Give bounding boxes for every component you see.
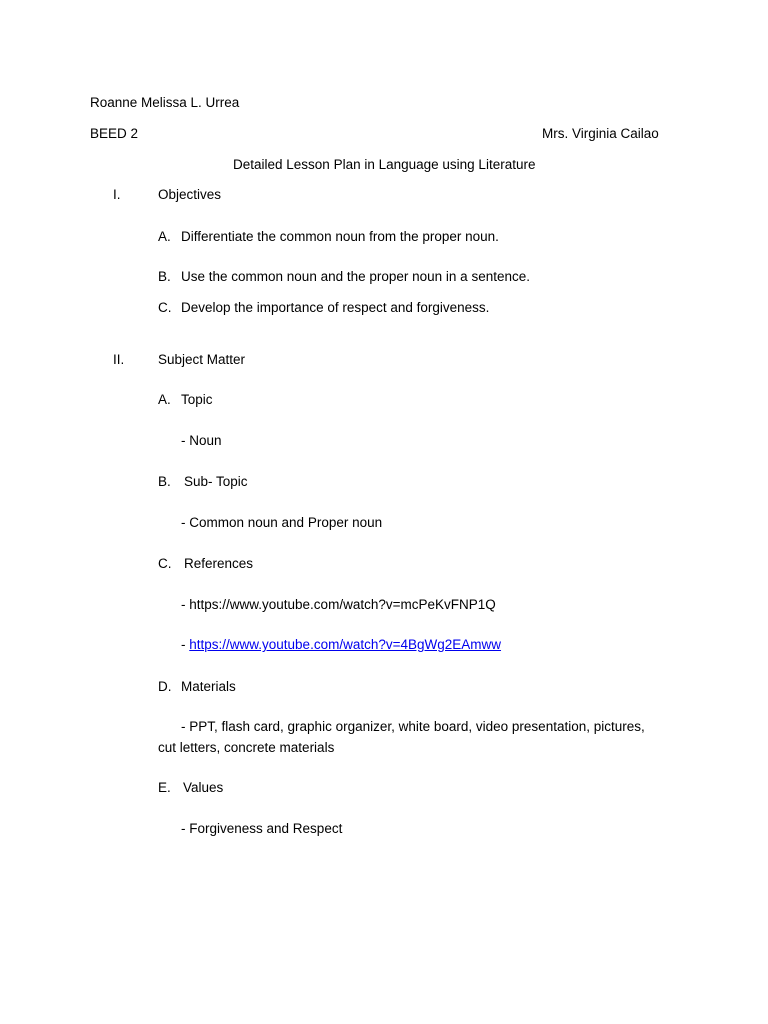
sub-topic-detail: - Common noun and Proper noun <box>181 515 383 530</box>
sub-topic-label: Sub- Topic <box>184 474 248 489</box>
section-numeral-subject-matter: II. <box>113 352 125 367</box>
topic-letter: A. <box>158 392 171 407</box>
reference-item: - https://www.youtube.com/watch?v=mcPeKvFNP1Q <box>181 597 496 612</box>
teacher-name: Mrs. Virginia Cailao <box>542 126 659 141</box>
section-heading-subject-matter: Subject Matter <box>158 352 246 367</box>
materials-label: Materials <box>181 679 236 694</box>
reference-item-linked <box>181 638 501 652</box>
values-letter: E. <box>158 780 171 795</box>
topic-label: Topic <box>181 392 213 407</box>
values-detail: - Forgiveness and Respect <box>181 821 343 836</box>
references-label: References <box>184 556 254 571</box>
topic-detail: - Noun <box>181 433 222 448</box>
author-name: Roanne Melissa L. Urrea <box>90 95 240 110</box>
sub-topic-letter: B. <box>158 474 171 489</box>
section-numeral-objectives: I. <box>113 187 121 202</box>
objective-item: Develop the importance of respect and forgiveness. <box>181 300 490 315</box>
materials-detail: - PPT, flash card, graphic organizer, white board, video presentation, pictures, cut letters, concrete materials <box>158 719 645 755</box>
reference-link[interactable]: https://www.youtube.com/watch?v=4BgWg2EAmww <box>189 637 502 652</box>
objective-letter: C. <box>158 300 172 315</box>
course-label: BEED 2 <box>90 126 139 141</box>
objective-letter: B. <box>158 269 171 284</box>
section-heading-objectives: Objectives <box>158 187 222 202</box>
objective-letter: A. <box>158 229 171 244</box>
reference-prefix: - <box>181 637 190 652</box>
objective-item: Differentiate the common noun from the proper noun. <box>181 229 499 244</box>
values-label: Values <box>183 780 224 795</box>
objective-item: Use the common noun and the proper noun in a sentence. <box>181 269 530 284</box>
references-letter: C. <box>158 556 172 571</box>
materials-letter: D. <box>158 679 172 694</box>
document-title: Detailed Lesson Plan in Language using Literature <box>233 157 536 172</box>
